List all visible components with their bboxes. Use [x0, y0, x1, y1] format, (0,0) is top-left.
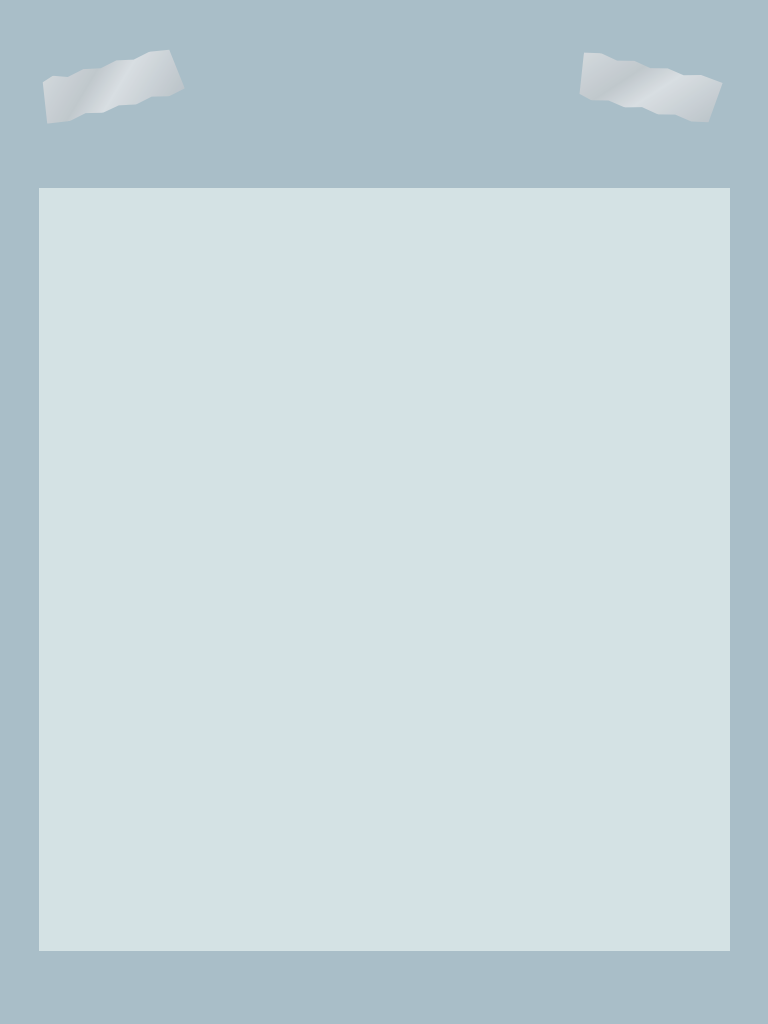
letter-body	[77, 206, 708, 228]
tape-strip-icon	[36, 46, 185, 127]
tape-strip-icon	[575, 50, 724, 126]
papel-picado-banner-icon	[262, 112, 524, 192]
letter-card	[39, 188, 730, 951]
papel-picado-banner-icon	[224, 866, 534, 922]
